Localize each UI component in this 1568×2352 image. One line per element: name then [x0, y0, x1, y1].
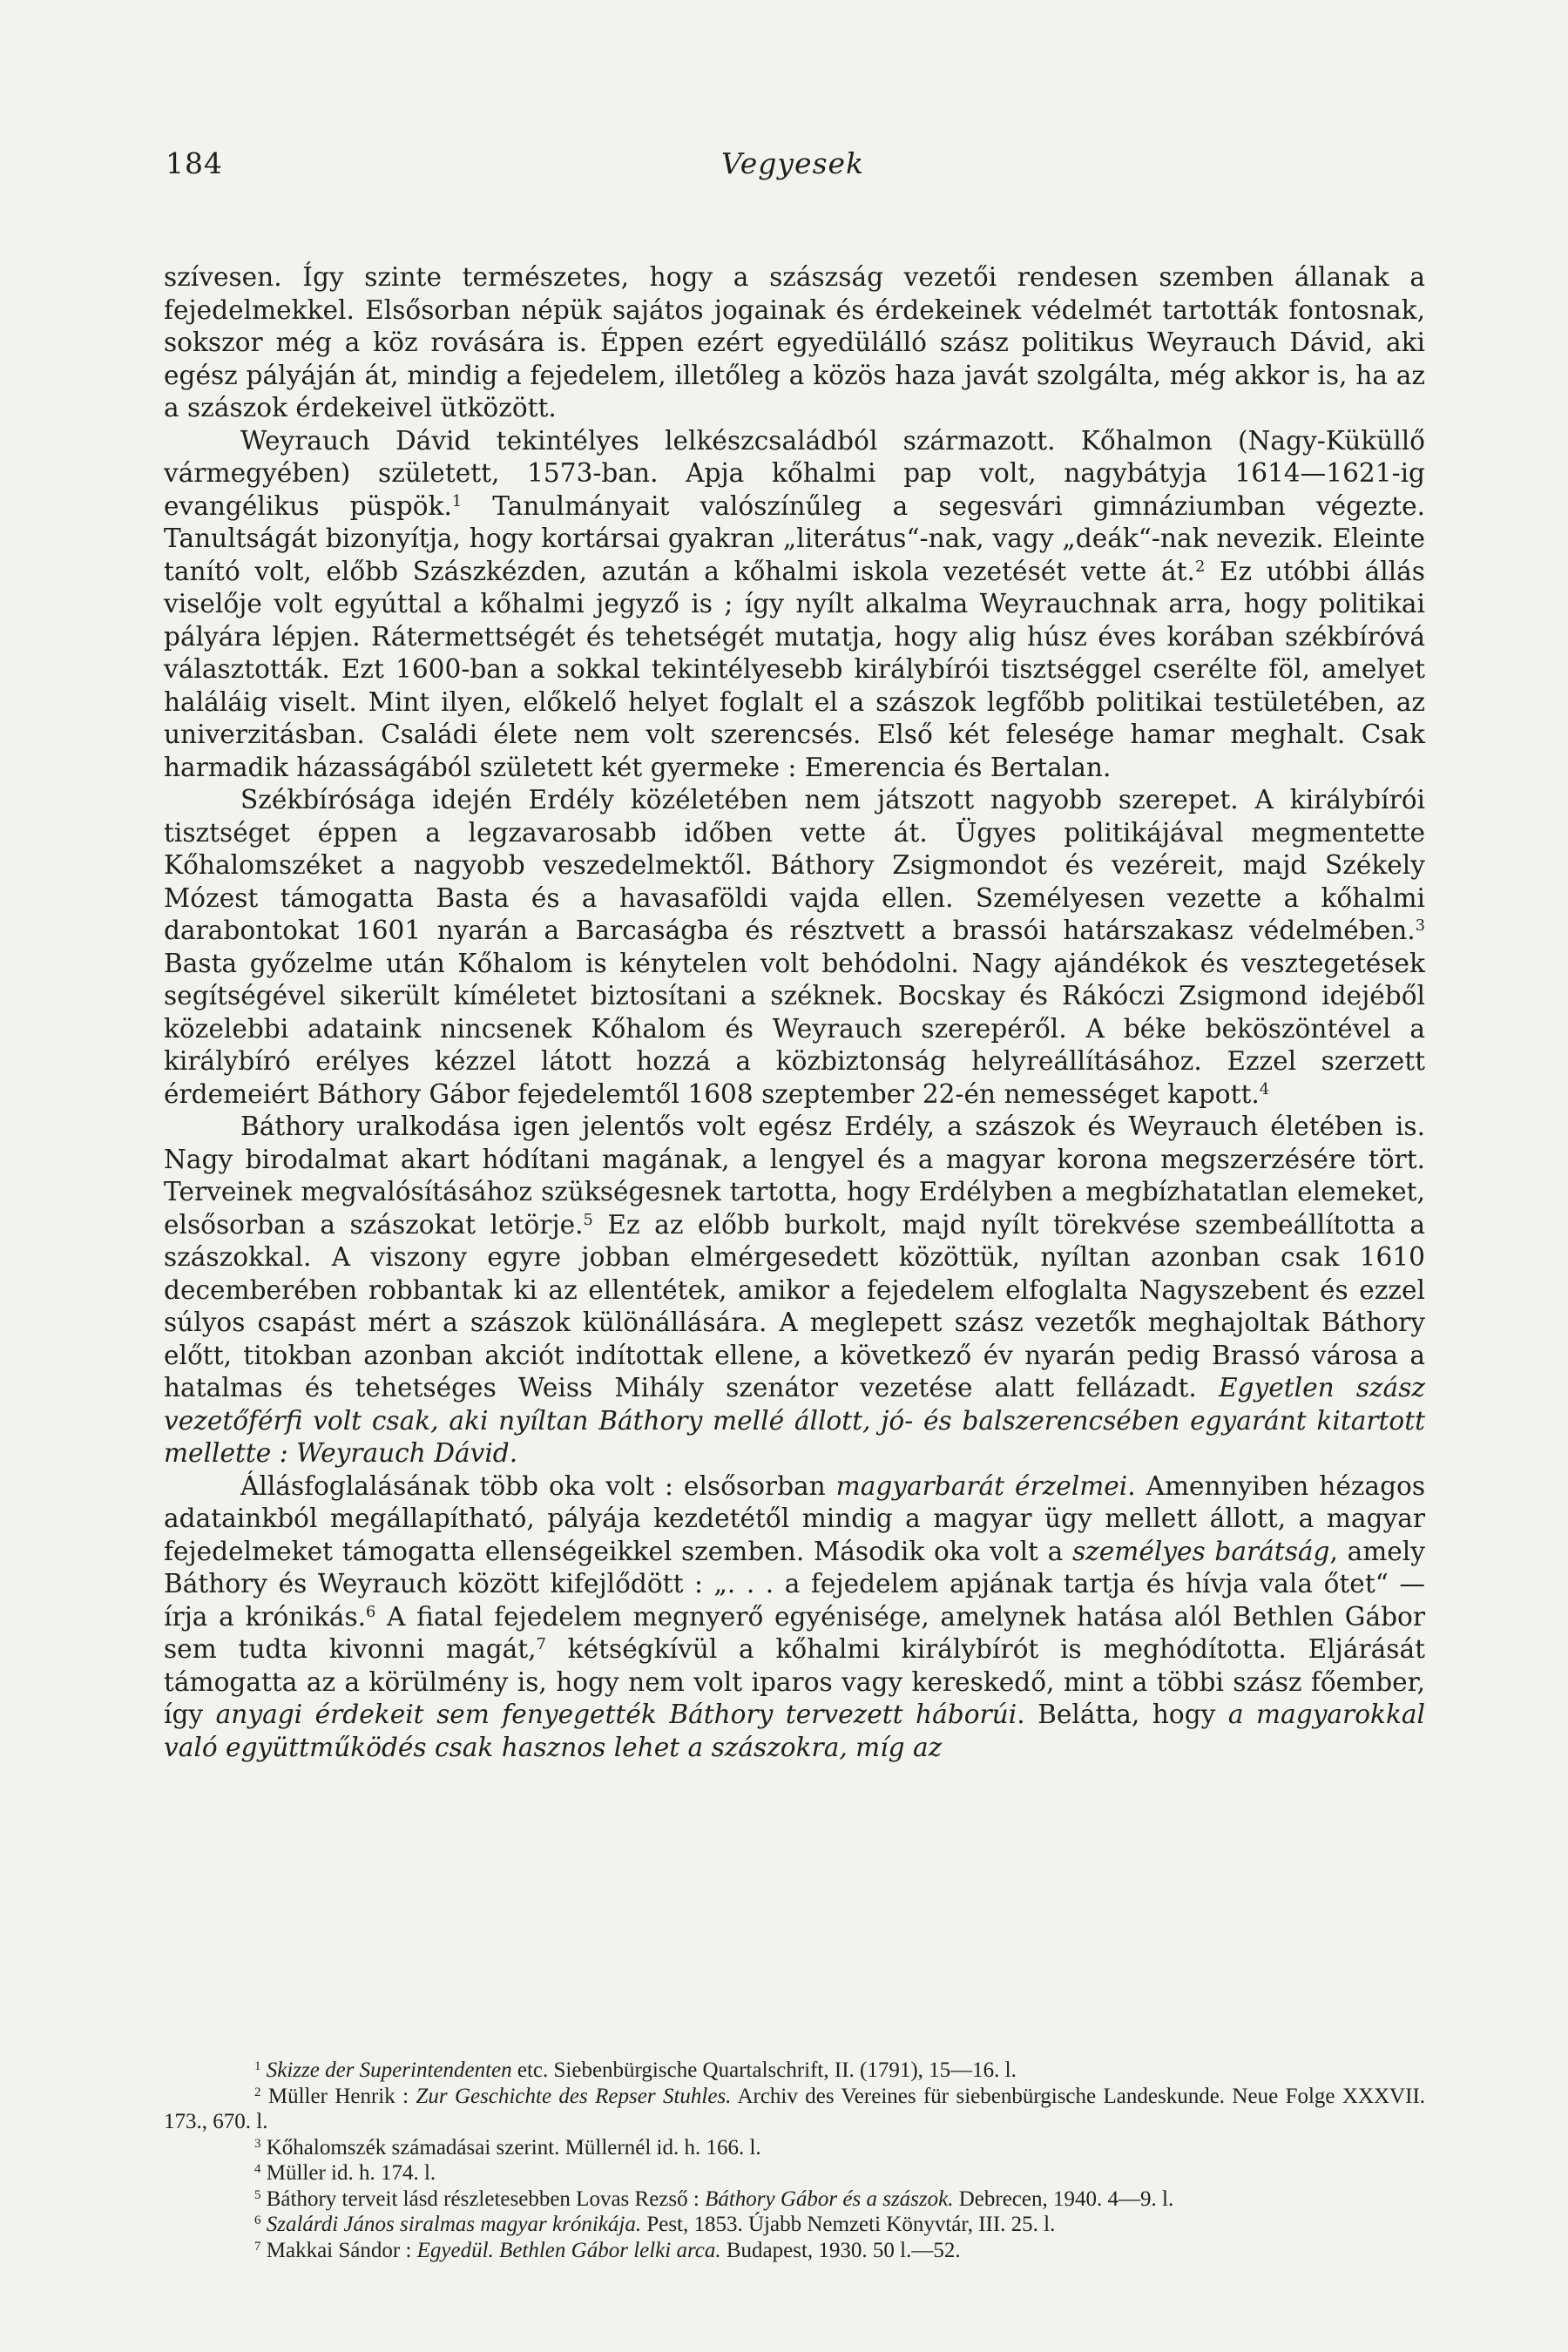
italic-run: Báthory Gábor és a szászok.	[705, 2186, 954, 2211]
text-run: Müller Henrik :	[260, 2084, 416, 2108]
running-title: Vegyesek	[720, 146, 865, 180]
paragraph-5	[164, 1470, 1425, 1765]
italic-run: a magyarokkal való együttműködés csak hasznos lehet a szászokra, míg az	[164, 1700, 1425, 1762]
footnote-1	[164, 2058, 1425, 2084]
text-run: Báthory terveit lásd részletesebben Lovas Rezső :	[260, 2186, 706, 2211]
text-run: Állásfoglalásának több oka volt : elsősorban	[240, 1470, 836, 1501]
footnote-ref-2: 2	[1194, 558, 1206, 576]
italic-run: Szalárdi János siralmas magyar krónikája.	[266, 2213, 642, 2236]
footnote-ref-4: 4	[1259, 1080, 1270, 1098]
text-run: Ez utóbbi állás viselője volt egyúttal a kőhalmi jegyző is ; így nyílt alkalma Weyrauchnak arra, hogy politikai pályára lépjen. Rátermettségét és tehetségét mutatja, hogy alig húsz éves korában székbíróvá választották. Ezt 1600-ban a sokkal tekintélyesebb királybírói tisztséggel cserélte föl, amelyet haláláig viselt. Mint ilyen, előkelő helyet foglalt el a szászok legfőbb politikai testületében, az univerzitásban. Családi élete nem volt szerencsés. Első két felesége hamar meghalt. Csak harmadik házasságából született két gyermeke : Emerencia és Bertalan.	[164, 556, 1425, 782]
text-run: Weyrauch Dávid tekintélyes lelkészcsaládból származott. Kőhalmon (Nagy-Küküllő vármegyében) született, 1573-ban. Apja kőhalmi pap volt, nagybátyja 1614—1621-ig evangélikus püspök.	[164, 425, 1425, 521]
text-run: , amely Báthory és Weyrauch között kifejlődött : „. . . a fejedelem apjának tartja és hívja vala őtet“ — írja a krónikás.	[164, 1536, 1425, 1632]
text-run: szívesen. Így szinte természetes, hogy a szászság vezetői rendesen szemben állanak a fejedelmekkel. Elsősorban népük sajátos jogainak és érdekeinek védelmét tartották fontosnak, sokszor még a köz rovására is. Éppen ezért egyedülálló szász politikus Weyrauch Dávid, aki egész pályáján át, mindig a fejedelem, illetőleg a közös haza javát szolgálta, még akkor is, ha az a szászok érdekeivel ütközött.	[164, 262, 1425, 422]
footnote-2	[164, 2084, 1425, 2135]
italic-run: Skizze der Superintendenten	[266, 2058, 512, 2082]
footnote-3	[164, 2135, 1425, 2161]
footnote-ref-7: 7	[536, 1636, 546, 1654]
paragraph-4	[164, 1111, 1425, 1470]
footnote-number: 4	[254, 2161, 261, 2176]
text-run: Pest, 1853. Újabb Nemzeti Könyvtár, III. 25. l.	[641, 2213, 1056, 2236]
footnote-number: 7	[254, 2239, 261, 2254]
footnote-6	[164, 2212, 1425, 2238]
text-run: etc. Siebenbürgische Quartalschrift, II. (1791), 15—16. l.	[511, 2058, 1017, 2082]
text-run: kétségkívül a kőhalmi királybírót is meghódította. Eljárását támogatta az a körülmény is, hogy nem volt iparos vagy kereskedő, mint a többi szász főember, így	[164, 1634, 1425, 1729]
paragraph-1	[164, 261, 1425, 425]
footnote-ref-6: 6	[366, 1603, 376, 1621]
body-text	[164, 261, 1425, 1764]
footnote-number: 3	[254, 2136, 261, 2151]
italic-run: személyes barátság	[1071, 1536, 1330, 1566]
footnote-7	[164, 2238, 1425, 2264]
italic-run: Egyetlen szász vezetőférfi volt csak, aki nyíltan Báthory mellé állott, jó- és balszerencsében egyaránt kitartott mellette : Weyrauch Dávid.	[164, 1373, 1425, 1468]
text-run: Budapest, 1930. 50 l.—52.	[720, 2238, 961, 2262]
page-header	[166, 146, 1420, 185]
italic-run: anyagi érdekeit sem fenyegették Báthory tervezett háborúi	[215, 1700, 1017, 1729]
footnote-number: 2	[254, 2085, 261, 2099]
paragraph-3	[164, 784, 1425, 1111]
text-run: Kőhalomszék számadásai szerint. Müllernél id. h. 166. l.	[260, 2135, 761, 2159]
text-run: Müller id. h. 174. l.	[260, 2161, 436, 2185]
text-run: . Amennyiben hézagos adatainkból megállapítható, pályája kezdetétől mindig a magyar ügy mellett állott, a magyar fejedelmeket támogatta ellenségeikkel szemben. Második oka volt a	[164, 1470, 1426, 1566]
footnote-ref-5: 5	[583, 1211, 593, 1229]
footnotes	[164, 2058, 1425, 2263]
text-run: Tanulmányait valószínűleg a segesvári gimnáziumban végezte. Tanultságát bizonyítja, hogy kortársai gyakran „literátus“-nak, vagy „deák“-nak nevezik. Eleinte tanító volt, előbb Szászkézden, azután a kőhalmi iskola vezetését vette át.	[164, 490, 1425, 586]
text-run: Székbírósága idején Erdély közéletében nem játszott nagyobb szerepet. A királybírói tisztséget éppen a legzavarosabb időben vette át. Ügyes politikájával megmentette Kőhalomszéket a nagyobb veszedelmektől. Báthory Zsigmondot és vezéreit, majd Székely Mózest támogatta Basta és a havasaföldi vajda ellen. Személyesen vezette a kőhalmi darabontokat 1601 nyarán a Barcaságba és résztvett a brassói határszakasz védelmében.	[164, 785, 1425, 945]
footnote-number: 5	[254, 2187, 261, 2202]
footnote-ref-3: 3	[1415, 917, 1425, 936]
paragraph-2	[164, 425, 1425, 785]
text-run: Archiv des Vereines für siebenbürgische Landeskunde. Neue Folge XXXVII. 173., 670. l.	[164, 2084, 1426, 2133]
footnote-number: 6	[254, 2213, 261, 2227]
text-run: . Belátta, hogy	[1017, 1700, 1228, 1729]
footnote-4	[164, 2160, 1425, 2186]
text-run: Ez az előbb burkolt, majd nyílt törekvése szembeállította a szászokkal. A viszony egyre jobban elmérgesedett közöttük, nyíltan azonban csak 1610 decemberében robbantak ki az ellentétek, amikor a fejedelem elfoglalta Nagyszebent és ezzel súlyos csapást mért a szászok különállására. A meglepett szász vezetők meghajoltak Báthory előtt, titokban azonban akciót indítottak ellene, a következő év nyarán pedig Brassó városa a hatalmas és tehetséges Weiss Mihály szenátor vezetése alatt fellázadt.	[164, 1209, 1426, 1402]
italic-run: Zur Geschichte des Repser Stuhles.	[416, 2084, 732, 2108]
footnote-number: 1	[254, 2058, 261, 2073]
footnote-ref-1: 1	[451, 492, 463, 510]
italic-run: magyarbarát érzelmei	[835, 1470, 1128, 1501]
footnote-5	[164, 2186, 1425, 2213]
text-run: Makkai Sándor :	[260, 2238, 417, 2262]
page-number: 184	[166, 146, 223, 180]
italic-run: Egyedül. Bethlen Gábor lelki arca.	[416, 2238, 721, 2262]
text-run: Debrecen, 1940. 4—9. l.	[953, 2186, 1174, 2211]
text-run: Basta győzelme után Kőhalom is kénytelen volt behódolni. Nagy ajándékok és vesztegetések segítségével sikerült kíméletet biztosítani a széknek. Bocskay és Rákóczi Zsigmond idejéből közelebbi adataink nincsenek Kőhalom és Weyrauch szerepéről. A béke beköszöntével a királybíró erélyes kézzel látott hozzá a közbiztonság helyreállításához. Ezzel szerzett érdemeiért Báthory Gábor fejedelemtől 1608 szeptember 22-én nemességet kapott.	[164, 948, 1425, 1109]
text-run: A fiatal fejedelem megnyerő egyénisége, amelynek hatása alól Bethlen Gábor sem tudta kivonni magát,	[164, 1601, 1425, 1664]
text-run: Báthory uralkodása igen jelentős volt egész Erdély, a szászok és Weyrauch életében is. Nagy birodalmat akart hódítani magának, a lengyel és a magyar korona megszerzésére tört. Terveinek megvalósításához szükségesnek tartotta, hogy Erdélyben a megbízhatatlan elemeket, elsősorban a szászokat letörje.	[164, 1112, 1425, 1240]
